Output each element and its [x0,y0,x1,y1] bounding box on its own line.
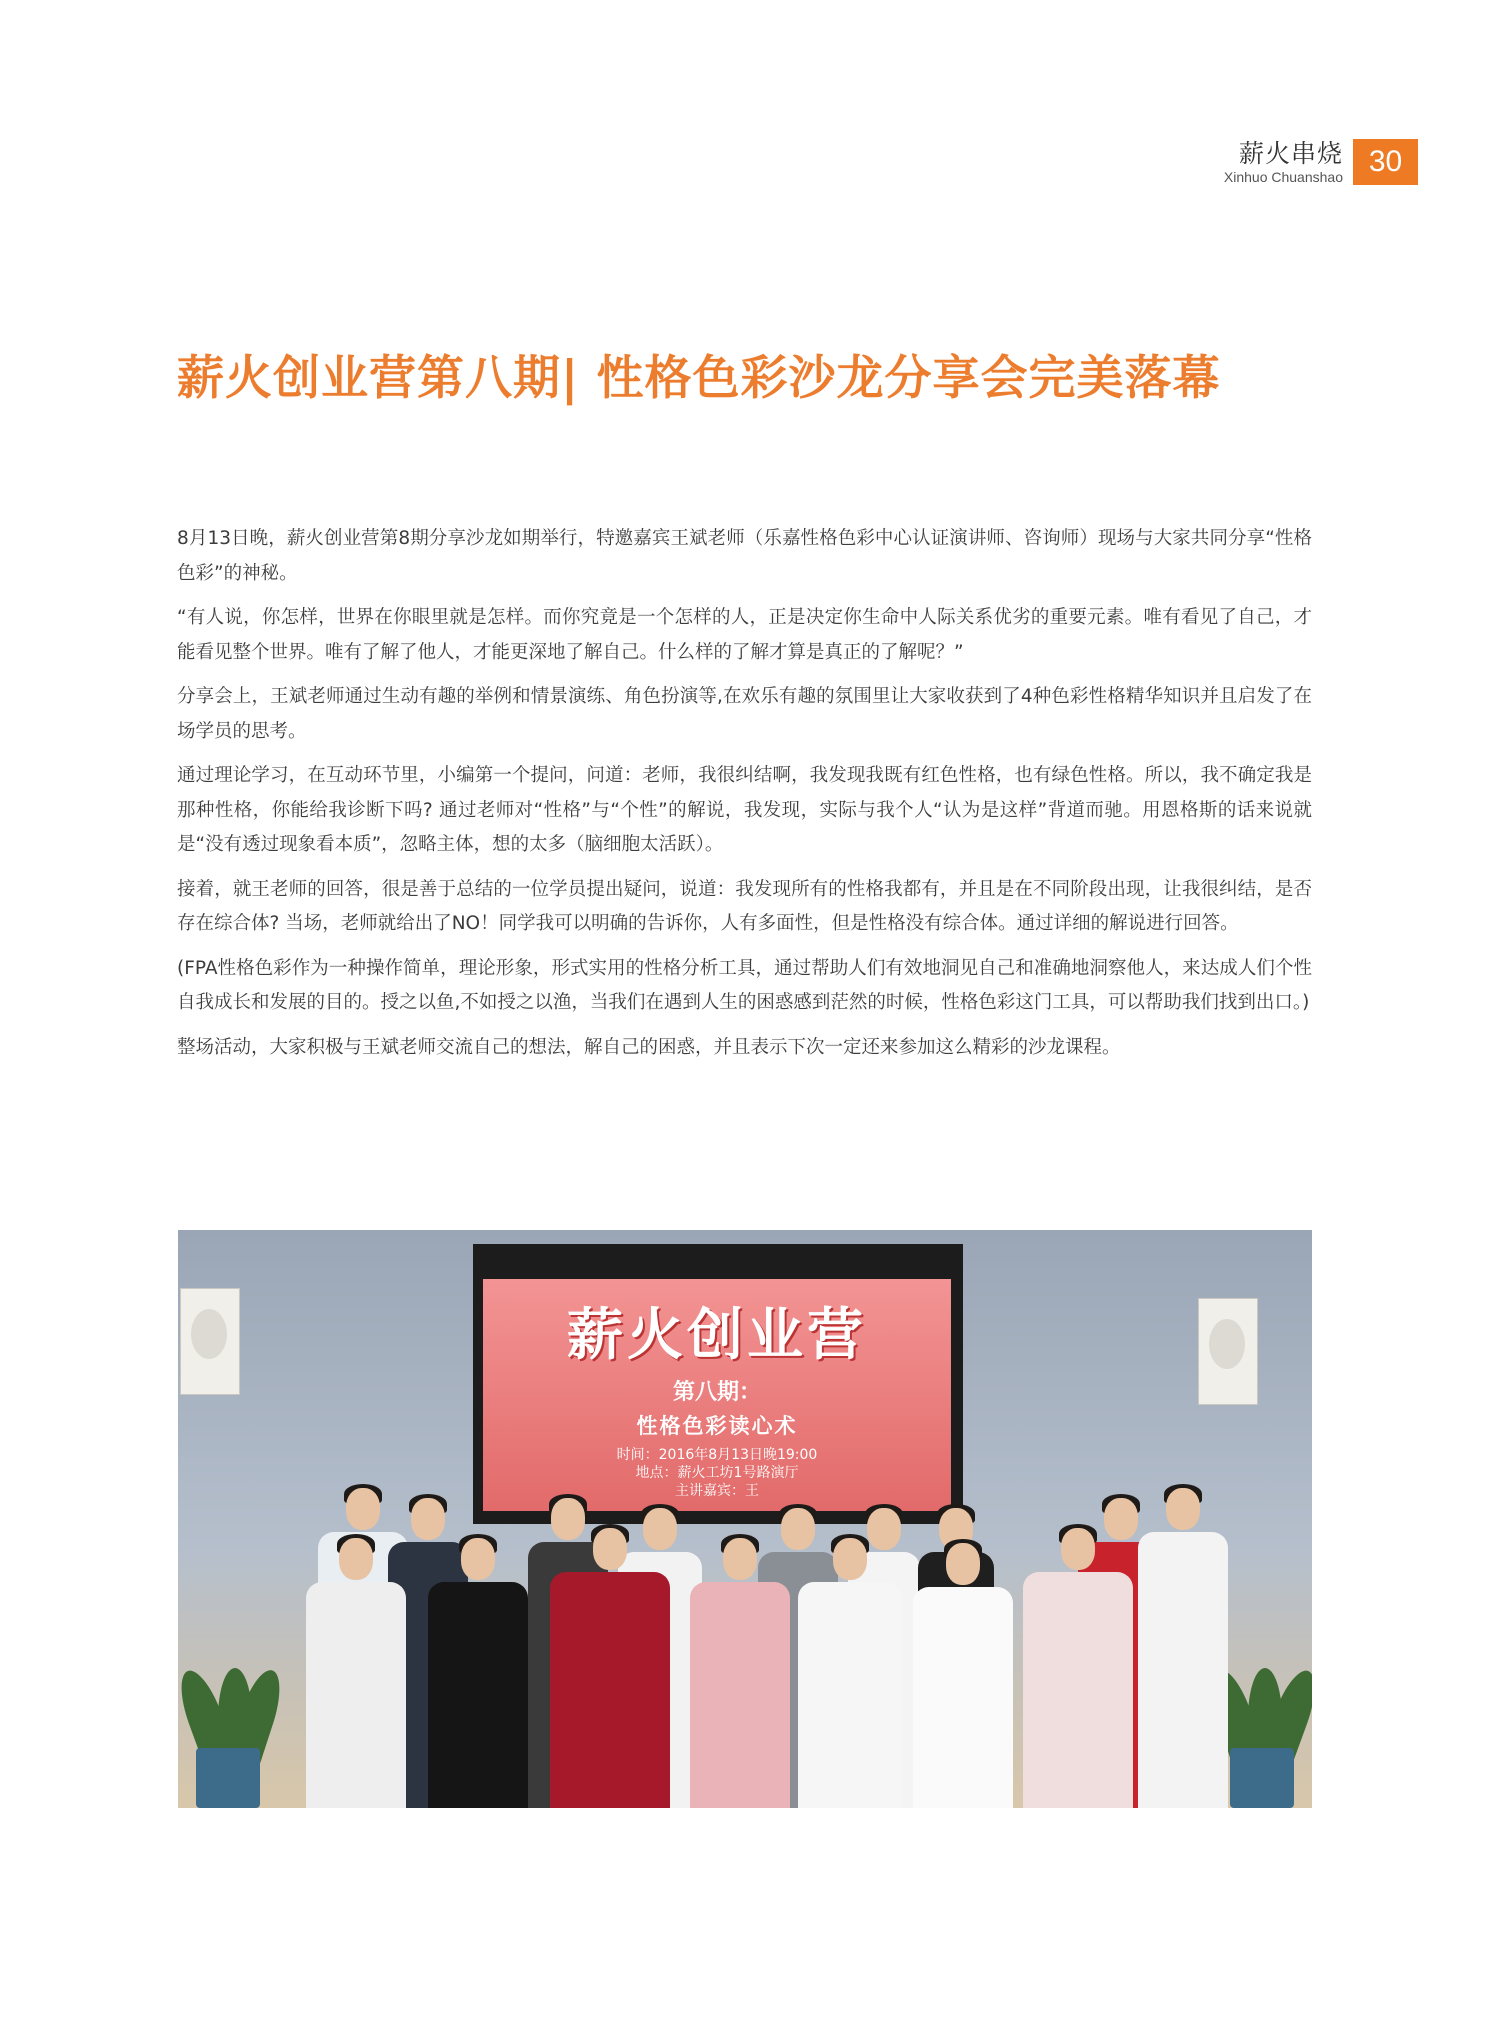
article-title: 薪火创业营第八期| 性格色彩沙龙分享会完美落幕 [177,351,1221,407]
person [913,1543,1013,1808]
wall-speaker-right [1198,1298,1258,1405]
projector-screen [473,1244,963,1524]
slide-place: 地点：薪火工坊1号路演厅 [635,1465,799,1481]
paragraph: 接着，就王老师的回答，很是善于总结的一位学员提出疑问，说道：我发现所有的性格我都有，并且是在不同阶段出现，让我很纠结，是否存在综合体? 当场，老师就给出了NO！同学我可以明确的告诉你，人有多面性，但是性格没有综合体。通过详细的解说进行回答。 [177,878,1312,934]
projected-slide [483,1279,951,1511]
page-number: 30 [1353,139,1418,185]
person [550,1528,670,1808]
page-header [1224,139,1418,185]
person [428,1538,528,1808]
slide-title: 薪火创业营 [567,1302,867,1368]
wall-speaker-left [180,1288,240,1395]
paragraph: (FPA性格色彩作为一种操作简单，理论形象，形式实用的性格分析工具，通过帮助人们有效地洞见自己和准确地洞察他人，来达成人们个性自我成长和发展的目的。授之以鱼,不如授之以渔，当我们在遇到人生的困惑感到茫然的时候，性格色彩这门工具，可以帮助我们找到出口。) [177,957,1312,1013]
person [690,1538,790,1808]
paragraph: 分享会上，王斌老师通过生动有趣的举例和情景演练、角色扮演等,在欢乐有趣的氛围里让大家收获到了4种色彩性格精华知识并且启发了在场学员的思考。 [177,686,1312,742]
paragraph: “有人说，你怎样，世界在你眼里就是怎样。而你究竟是一个怎样的人，正是决定你生命中人际关系优劣的重要元素。唯有看见了自己，才能看见整个世界。唯有了解了他人，才能更深地了解自己。什么样的了解才算是真正的了解呢？” [177,607,1312,663]
person [306,1538,406,1808]
paragraph: 整场活动，大家积极与王斌老师交流自己的想法，解自己的困惑，并且表示下次一定还来参加这么精彩的沙龙课程。 [177,1036,1121,1058]
brand [1224,139,1343,185]
slide-issue: 第八期： [672,1380,761,1405]
potted-plant-left [178,1608,278,1808]
slide-guest: 主讲嘉宾：王 [675,1483,759,1499]
person [1138,1488,1228,1808]
person [1023,1528,1133,1808]
article-body [177,522,1312,1075]
slide-topic: 性格色彩读心术 [636,1414,798,1438]
slide-meta [483,1446,951,1500]
brand-english: Xinhuo Chuanshao [1223,169,1343,185]
brand-chinese: 薪火串烧 [1238,139,1343,168]
person [798,1538,902,1808]
group-photo [178,1230,1312,1808]
slide-time: 时间：2016年8月13日晚19:00 [616,1447,818,1463]
paragraph: 通过理论学习，在互动环节里，小编第一个提问，问道：老师，我很纠结啊，我发现我既有红色性格，也有绿色性格。所以，我不确定我是那种性格，你能给我诊断下吗? 通过老师对“性格”与“个性”的解说，我发现，实际与我个人“认为是这样”背道而驰。用恩格斯的话来说就是“没有透过现象看本质”，忽略主体，想的太多（脑细胞太活跃）。 [177,765,1312,855]
paragraph: 8月13日晚，薪火创业营第8期分享沙龙如期举行，特邀嘉宾王斌老师（乐嘉性格色彩中心认证演讲师、咨询师）现场与大家共同分享“性格色彩”的神秘。 [177,528,1312,584]
